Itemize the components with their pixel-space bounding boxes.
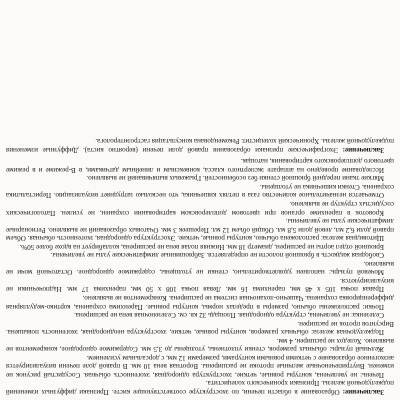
report-paragraph: Почки: расположены обычно, размеры в пределах нормы, контуры ровные. Паренхима сохранена, кортико-медуллярная дифференцировка сохранена. Чашечно-лоханочная система не расширена. Конкрементов не выявлено.	[6, 293, 394, 311]
conclusion-top-text: Образование в области печени, по эхоструктуре соответствующее кисте. Признаки диффузных изменений поджелудочной железы. Признаки хронического холецистита.	[6, 379, 394, 396]
report-paragraph: Печень: не увеличена, контуры ровные, четкие, эхоструктура однородная, эхогенность обычная. Сосудистый рисунок не изменен. Внутрипеченочные желчные протоки не расширены. Воротная вена 10 мм. В правой доле печени визуализируется анэхогенное образование с четкими ровными контурами, размерами 12 мм, с дорсальным усилением.	[6, 353, 394, 379]
conclusion-bottom-label: Заключение:	[342, 145, 384, 154]
conclusion-top-label: Заключение:	[342, 388, 384, 396]
report-paragraph: Желчный пузырь: обычных размеров, стенки уплотнены, утолщены до 3,5 мм. Содержимое однородное, конкрементов не выявлено. Холедох не расширен, 4 мм.	[6, 336, 394, 354]
report-paragraph: Свободная жидкость в брюшной полости не определяется. Забрюшинные лимфатические узлы не увеличены.	[50, 251, 384, 260]
report-paragraph: Поджелудочная железа: обычных размеров, контуры ровные, четкие, эхоструктура неоднородная, эхогенность повышена. Вирсунгов проток не расширен.	[6, 319, 394, 337]
report-paragraphs	[6, 157, 394, 379]
conclusion-top-paragraph	[6, 379, 394, 396]
rotated-document	[6, 4, 394, 396]
conclusion-bottom-paragraph	[6, 137, 394, 154]
report-paragraph: Мочевой пузырь: наполнен удовлетворительно, стенки не утолщены, содержимое однородное. Остаточной мочи не выявлено.	[6, 259, 394, 277]
report-paragraph: Правая почка 105 х 48 мм, паренхима 16 мм. Левая почка 108 х 50 мм, паренхима 17 мм. Надпочечники не визуализируются.	[6, 276, 394, 294]
report-paragraph: Брюшной отдел аорты не расширен, диаметр 18 мм. Нижняя полая вена не расширена, коллабирует на вдохе более 50%.	[19, 242, 384, 251]
conclusion-bottom-text: Эхографические признаки образования правой доли печени (вероятно киста). Диффузные изменения поджелудочной железы. Хронический холецистит. Рекомендована консультация гастроэнтеролога.	[6, 137, 394, 154]
report-paragraph: Щитовидная железа: расположена обычно, контуры ровные, четкие. Эхоструктура однородная, эхогенность обычная. Объем правой доли 6,2 мл, левой доли 5,8 мл. Общий объем 12 мл. Перешеек 3 мм. Очаговых образований не выявлено. Регионарные лимфатические узлы не увеличены.	[6, 217, 394, 243]
report-paragraph: Отмечается незначительное количество газа в петлях кишечника, что несколько затрудняет визуализацию. Перистальтика сохранена. Стенки кишечника не утолщены.	[6, 182, 394, 200]
report-paragraph: Исследование проведено на аппарате экспертного класса, конвексным и линейным датчиками, в В-режиме и в режиме цветового допплеровского картирования, натощак.	[6, 157, 394, 174]
report-paragraph: Мягкие ткани передней брюшной стенки без особенностей. Грыжевых выпячиваний не выявлено.	[86, 174, 384, 183]
document-body	[6, 137, 394, 396]
report-paragraph: Кровоток в паренхиме органов при цветовом допплеровском картировании сохранен, не усилен. Патологических сосудистых структур не выявлено.	[6, 199, 394, 217]
report-paragraph: Селезенка: не увеличена, структура однородная. Площадь 32 кв. см. Селезеночная вена не расширена.	[74, 311, 384, 320]
